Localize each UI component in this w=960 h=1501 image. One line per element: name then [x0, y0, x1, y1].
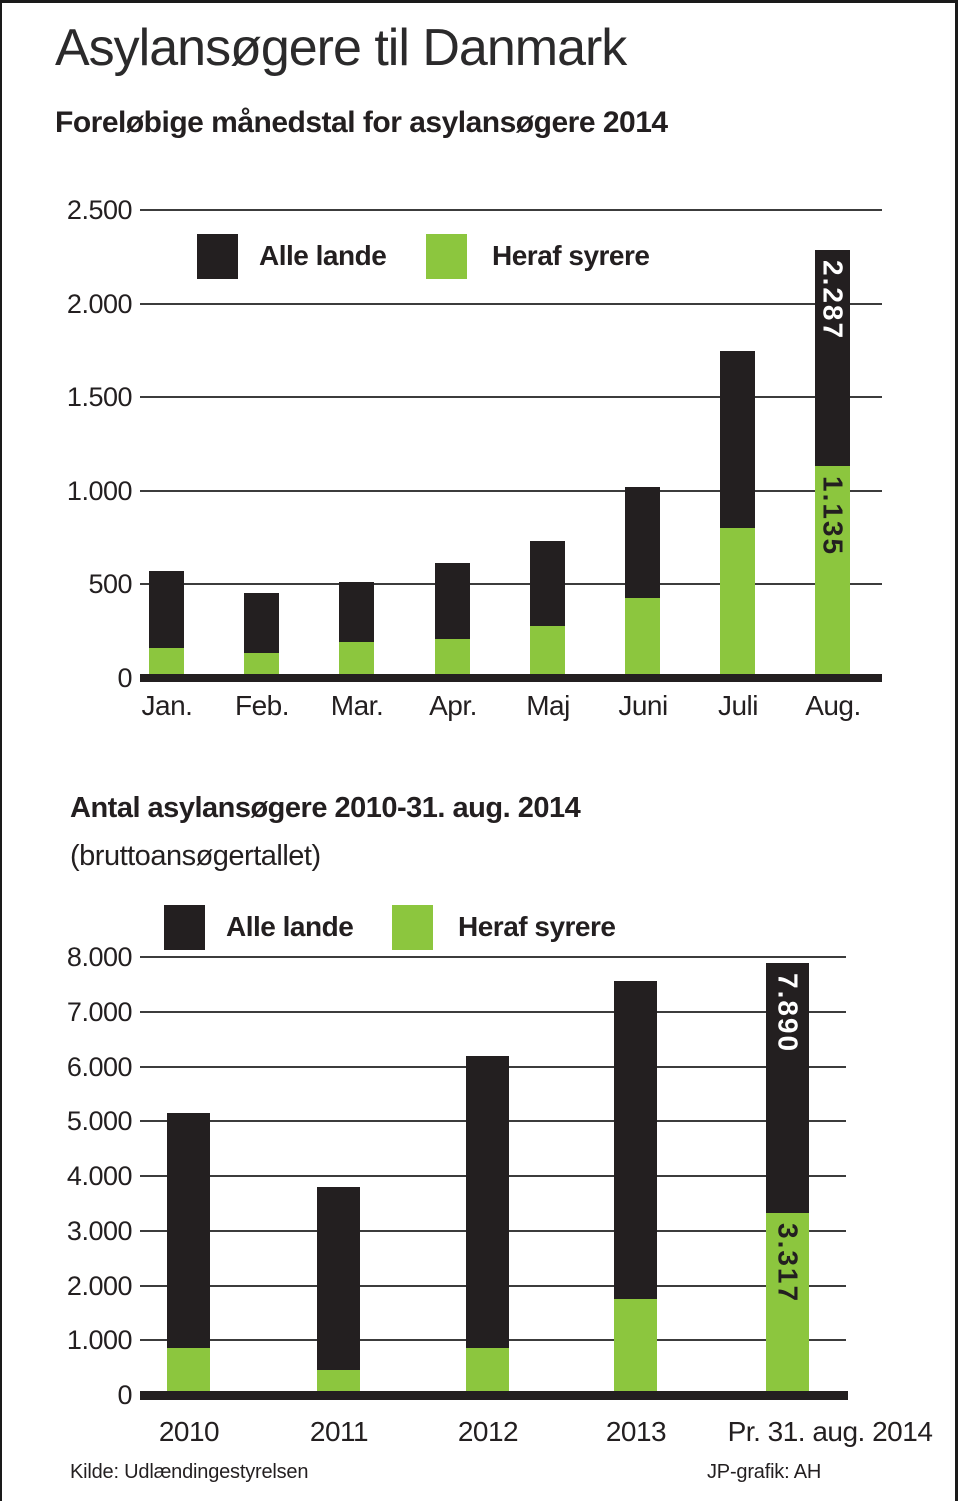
x-axis-label: Feb. [234, 690, 290, 721]
y-axis-tick-label: 0 [117, 663, 132, 693]
legend-label-all-lands: Alle lande [259, 240, 387, 271]
y-axis-tick-label: 2.000 [66, 289, 132, 319]
x-axis-label: Juli [717, 690, 758, 721]
legend-swatch-all-lands [197, 234, 238, 279]
y-axis-tick-label: 2.500 [66, 195, 132, 225]
gridline [140, 209, 882, 211]
section-subtitle: (bruttoansøgertallet) [70, 840, 321, 872]
graphic-credit: JP-grafik: AH [707, 1461, 822, 1483]
bar-value-label-syrians [762, 1223, 813, 1303]
bar-value-label-total-text: 7.890 [772, 973, 804, 1054]
legend-swatch-all-lands-2 [164, 905, 205, 950]
x-axis-baseline [140, 1391, 848, 1400]
y-axis-tick-label: 7.000 [66, 997, 132, 1027]
y-axis-tick-label: 1.000 [66, 1325, 132, 1355]
gridline [140, 583, 882, 585]
source-credit: Kilde: Udlændingestyrelsen [70, 1461, 309, 1483]
x-axis-label: Juni [618, 690, 668, 721]
y-axis-tick-label: 3.000 [66, 1216, 132, 1246]
frame-border-top [0, 0, 958, 3]
x-axis-label: Aug. [805, 690, 861, 721]
frame-border-right [955, 0, 958, 1501]
section-title: Antal asylansøgere 2010-31. aug. 2014 [70, 792, 581, 824]
gridline [140, 396, 882, 398]
y-axis-tick-label: 0 [117, 1380, 132, 1410]
bar-value-label-syrians [811, 476, 854, 556]
bar-value-label-syrians-text: 3.317 [772, 1223, 804, 1304]
gridline [140, 490, 882, 492]
bar-syrians [720, 528, 755, 682]
bar-syrians [614, 1299, 657, 1399]
x-axis-label: Apr. [429, 690, 477, 721]
x-axis-label: Mar. [330, 690, 384, 721]
legend-swatch-syrians-2 [392, 905, 433, 950]
x-axis-label: 2012 [457, 1416, 519, 1447]
y-axis-tick-label: 6.000 [66, 1052, 132, 1082]
bar-value-label-total [762, 973, 813, 1053]
bar-syrians [625, 598, 660, 682]
frame-border-left [0, 0, 2, 1501]
y-axis-tick-label: 2.000 [66, 1271, 132, 1301]
x-axis-label: 2013 [605, 1416, 667, 1447]
x-axis-label: Pr. 31. aug. 2014 [727, 1416, 933, 1447]
legend-label-all-lands-2: Alle lande [226, 911, 354, 942]
gridline [140, 1011, 846, 1013]
x-axis-label: Jan. [141, 690, 193, 721]
bar-value-label-syrians-text: 1.135 [817, 476, 849, 557]
x-axis-label: Maj [526, 690, 570, 721]
y-axis-tick-label: 4.000 [66, 1161, 132, 1191]
legend-label-syrians: Heraf syrere [492, 240, 650, 271]
y-axis-tick-label: 1.500 [66, 382, 132, 412]
x-axis-label: 2010 [158, 1416, 220, 1447]
gridline [140, 303, 882, 305]
gridline [140, 956, 846, 958]
legend-label-syrians-2: Heraf syrere [458, 911, 616, 942]
y-axis-tick-label: 500 [88, 569, 132, 599]
page-title: Asylansøgere til Danmark [55, 19, 627, 77]
x-axis-baseline [140, 674, 882, 682]
bar-all-lands [317, 1187, 360, 1400]
legend-swatch-syrians [426, 234, 467, 279]
y-axis-tick-label: 8.000 [66, 942, 132, 972]
y-axis-tick-label: 1.000 [66, 476, 132, 506]
bar-value-label-total [811, 260, 854, 340]
y-axis-tick-label: 5.000 [66, 1106, 132, 1136]
x-axis-label: 2011 [309, 1416, 369, 1447]
page-subtitle: Foreløbige månedstal for asylansøgere 2014 [55, 106, 668, 139]
bar-value-label-total-text: 2.287 [817, 260, 849, 341]
